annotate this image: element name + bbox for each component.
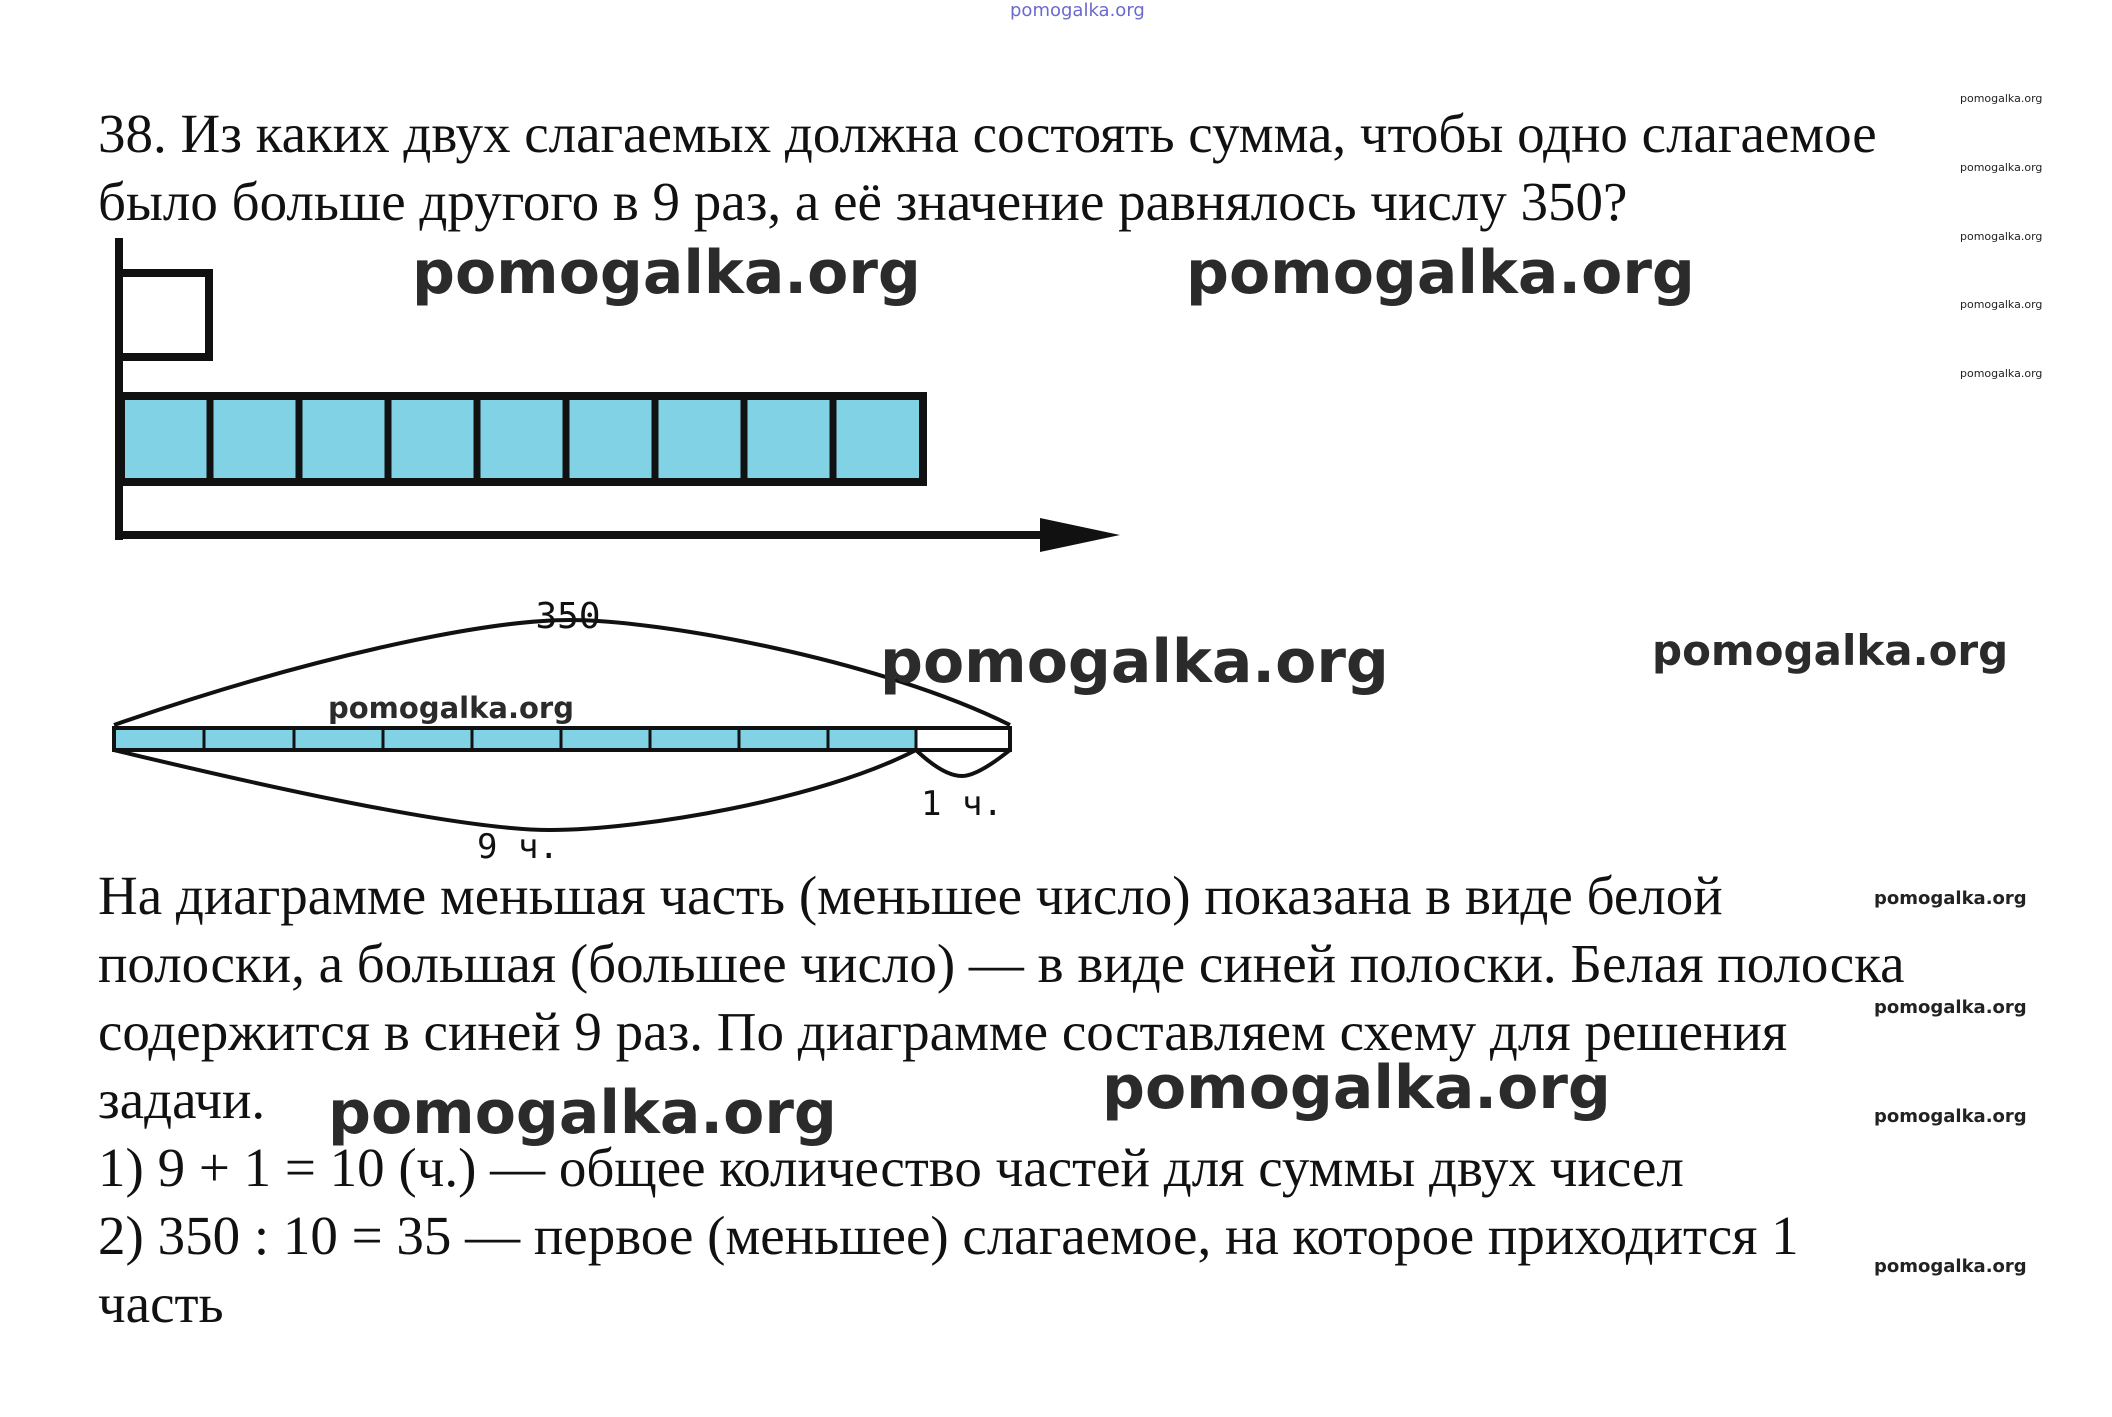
watermark-large: pomogalka.org — [328, 1078, 837, 1148]
explanation-line: На диаграмме меньшая часть (меньшее число) показана в виде белой — [98, 865, 1723, 926]
arrow-head-icon — [1040, 518, 1120, 552]
watermark-tiny: pomogalka.org — [1960, 161, 2043, 174]
explanation-line: содержится в синей 9 раз. По диаграмме составляем схему для решения — [98, 1001, 1788, 1062]
watermark-xs: pomogalka.org — [1874, 1256, 2027, 1277]
watermark-tiny: pomogalka.org — [1960, 298, 2043, 311]
solution-step: 1) 9 + 1 = 10 (ч.) — общее количество частей для суммы двух чисел — [98, 1137, 1684, 1198]
big-part-label: 9 ч. — [477, 827, 559, 867]
watermark-top: pomogalka.org — [1010, 0, 1145, 21]
watermark-tiny: pomogalka.org — [1960, 230, 2043, 243]
big-part-bar — [121, 396, 923, 482]
explanation-line: задачи. — [98, 1069, 266, 1130]
small-part-square — [119, 273, 209, 357]
watermark-large: pomogalka.org — [412, 238, 921, 308]
watermark-tiny: pomogalka.org — [1960, 367, 2043, 380]
watermark-xs: pomogalka.org — [1874, 888, 2027, 909]
small-part-arc — [916, 750, 1010, 776]
parts-bar — [114, 728, 1010, 750]
watermark-large: pomogalka.org — [1186, 238, 1695, 308]
problem-line-2: было больше другого в 9 раз, а её значение равнялось числу 350? — [98, 171, 1628, 232]
watermark-small: pomogalka.org — [328, 691, 574, 725]
watermark-xs: pomogalka.org — [1874, 1106, 2027, 1127]
watermark-large: pomogalka.org — [880, 627, 1389, 697]
small-part-label: 1 ч. — [921, 784, 1003, 824]
total-label: 350 — [535, 600, 601, 637]
problem-line-1: 38. Из каких двух слагаемых должна состоять сумма, чтобы одно слагаемое — [98, 103, 1877, 164]
watermark-xs: pomogalka.org — [1874, 997, 2027, 1018]
big-part-arc — [114, 750, 916, 830]
problem-statement — [98, 100, 2058, 236]
solution-step: часть — [98, 1273, 224, 1334]
watermark-medium: pomogalka.org — [1652, 626, 2009, 675]
watermark-large: pomogalka.org — [1102, 1053, 1611, 1123]
watermark-tiny: pomogalka.org — [1960, 92, 2043, 105]
explanation-line: полоски, а большая (большее число) — в виде синей полоски. Белая полоска — [98, 933, 1905, 994]
solution-step: 2) 350 : 10 = 35 — первое (меньшее) слагаемое, на которое приходится 1 — [98, 1205, 1799, 1266]
